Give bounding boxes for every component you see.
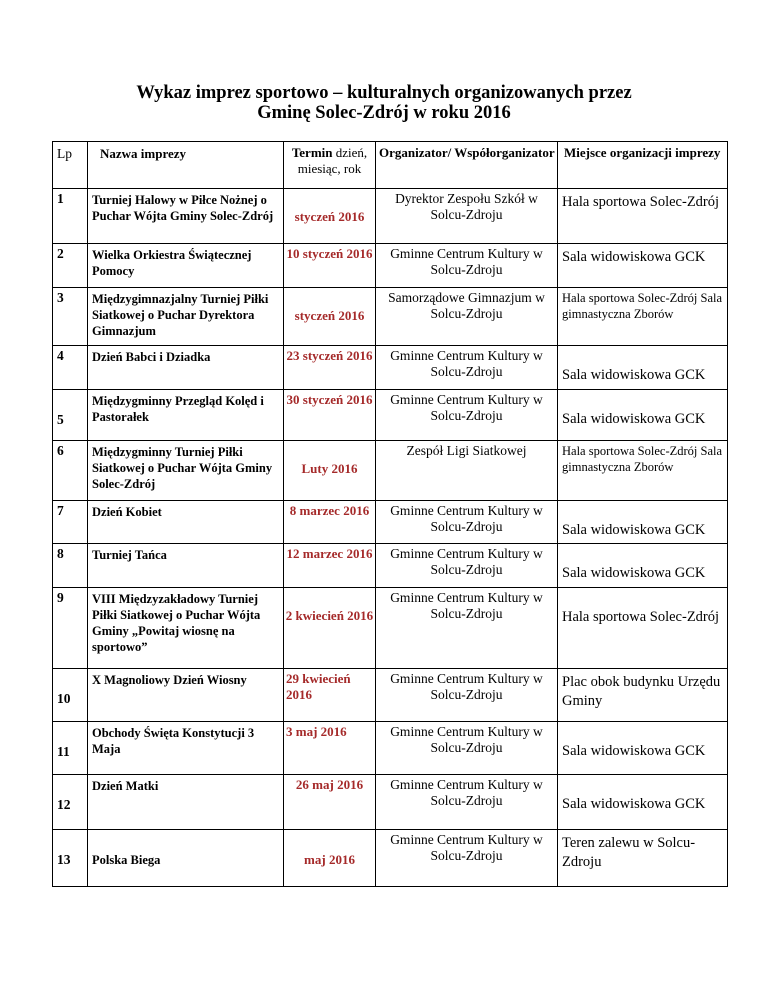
row-name: Wielka Orkiestra Świątecznej Pomocy <box>88 244 284 288</box>
row-date: styczeń 2016 <box>284 189 376 244</box>
row-name: Dzień Matki <box>88 775 284 830</box>
header-organizer: Organizator/ Współorganizator <box>376 142 558 189</box>
row-organizer: Dyrektor Zespołu Szkół w Solcu-Zdroju <box>376 189 558 244</box>
row-name: Dzień Kobiet <box>88 501 284 544</box>
table-row <box>53 441 728 501</box>
row-lp: 6 <box>53 441 88 501</box>
row-lp: 3 <box>53 288 88 346</box>
row-name: Obchody Święta Konstytucji 3 Maja <box>88 722 284 775</box>
row-organizer: Zespół Ligi Siatkowej <box>376 441 558 501</box>
row-place: Hala sportowa Solec-Zdrój <box>558 189 728 244</box>
row-lp: 12 <box>53 775 88 830</box>
row-organizer: Gminne Centrum Kultury w Solcu-Zdroju <box>376 244 558 288</box>
table-row <box>53 830 728 887</box>
row-organizer: Gminne Centrum Kultury w Solcu-Zdroju <box>376 775 558 830</box>
row-place: Plac obok budynku Urzędu Gminy <box>558 669 728 722</box>
row-date: 2 kwiecień 2016 <box>284 588 376 669</box>
table-row <box>53 669 728 722</box>
events-table <box>52 141 728 887</box>
row-organizer: Gminne Centrum Kultury w Solcu-Zdroju <box>376 669 558 722</box>
table-row <box>53 588 728 669</box>
row-lp: 11 <box>53 722 88 775</box>
row-place: Hala sportowa Solec-Zdrój Sala gimnastyczna Zborów <box>558 441 728 501</box>
row-organizer: Gminne Centrum Kultury w Solcu-Zdroju <box>376 722 558 775</box>
row-date: styczeń 2016 <box>284 288 376 346</box>
row-lp: 8 <box>53 544 88 588</box>
table-row <box>53 775 728 830</box>
row-name: Międzygminny Przegląd Kolęd i Pastorałek <box>88 390 284 441</box>
table-row <box>53 501 728 544</box>
row-date: 26 maj 2016 <box>284 775 376 830</box>
row-lp: 4 <box>53 346 88 390</box>
row-organizer: Gminne Centrum Kultury w Solcu-Zdroju <box>376 830 558 887</box>
row-place: Sala widowiskowa GCK <box>558 722 728 775</box>
row-name: Turniej Halowy w Piłce Nożnej o Puchar Wójta Gminy Solec-Zdrój <box>88 189 284 244</box>
row-lp: 2 <box>53 244 88 288</box>
row-date: maj 2016 <box>284 830 376 887</box>
header-lp: Lp <box>53 142 88 189</box>
table-row <box>53 244 728 288</box>
row-lp: 7 <box>53 501 88 544</box>
row-organizer: Gminne Centrum Kultury w Solcu-Zdroju <box>376 588 558 669</box>
row-date: 3 maj 2016 <box>284 722 376 775</box>
row-place: Sala widowiskowa GCK <box>558 544 728 588</box>
header-place: Miejsce organizacji imprezy <box>558 142 728 189</box>
row-date: 30 styczeń 2016 <box>284 390 376 441</box>
table-row <box>53 722 728 775</box>
row-lp: 9 <box>53 588 88 669</box>
table-row <box>53 544 728 588</box>
row-name: Dzień Babci i Dziadka <box>88 346 284 390</box>
table-row <box>53 189 728 244</box>
row-date: 29 kwiecień 2016 <box>284 669 376 722</box>
row-name: Polska Biega <box>88 830 284 887</box>
row-place: Sala widowiskowa GCK <box>558 775 728 830</box>
row-place: Sala widowiskowa GCK <box>558 390 728 441</box>
row-lp: 10 <box>53 669 88 722</box>
header-term-rest: dzień, miesiąc, rok <box>297 145 368 176</box>
row-place: Hala sportowa Solec-Zdrój <box>558 588 728 669</box>
row-date: 8 marzec 2016 <box>284 501 376 544</box>
table-row <box>53 346 728 390</box>
row-place: Sala widowiskowa GCK <box>558 346 728 390</box>
header-term <box>284 142 376 189</box>
row-place: Sala widowiskowa GCK <box>558 244 728 288</box>
row-date: Luty 2016 <box>284 441 376 501</box>
row-name: Międzygminny Turniej Piłki Siatkowej o Puchar Wójta Gminy Solec-Zdrój <box>88 441 284 501</box>
row-lp: 1 <box>53 189 88 244</box>
row-organizer: Gminne Centrum Kultury w Solcu-Zdroju <box>376 544 558 588</box>
row-organizer: Gminne Centrum Kultury w Solcu-Zdroju <box>376 501 558 544</box>
document-title-line2: Gminę Solec-Zdrój w roku 2016 <box>257 103 511 123</box>
row-organizer: Gminne Centrum Kultury w Solcu-Zdroju <box>376 346 558 390</box>
row-place: Sala widowiskowa GCK <box>558 501 728 544</box>
table-row <box>53 390 728 441</box>
row-date: 10 styczeń 2016 <box>284 244 376 288</box>
row-lp: 13 <box>53 830 88 887</box>
table-header-row <box>53 142 728 189</box>
header-name: Nazwa imprezy <box>88 142 284 189</box>
row-name: VIII Międzyzakładowy Turniej Piłki Siatkowej o Puchar Wójta Gminy „Powitaj wiosnę na sportowo” <box>88 588 284 669</box>
row-organizer: Gminne Centrum Kultury w Solcu-Zdroju <box>376 390 558 441</box>
document-title-line1: Wykaz imprez sportowo – kulturalnych organizowanych przez <box>136 83 632 103</box>
row-place: Hala sportowa Solec-Zdrój Sala gimnastyczna Zborów <box>558 288 728 346</box>
row-date: 12 marzec 2016 <box>284 544 376 588</box>
row-name: Międzygimnazjalny Turniej Piłki Siatkowej o Puchar Dyrektora Gimnazjum <box>88 288 284 346</box>
row-lp: 5 <box>53 390 88 441</box>
row-name: X Magnoliowy Dzień Wiosny <box>88 669 284 722</box>
header-term-bold: Termin <box>291 145 333 160</box>
table-row <box>53 288 728 346</box>
row-place: Teren zalewu w Solcu-Zdroju <box>558 830 728 887</box>
row-date: 23 styczeń 2016 <box>284 346 376 390</box>
row-name: Turniej Tańca <box>88 544 284 588</box>
row-organizer: Samorządowe Gimnazjum w Solcu-Zdroju <box>376 288 558 346</box>
